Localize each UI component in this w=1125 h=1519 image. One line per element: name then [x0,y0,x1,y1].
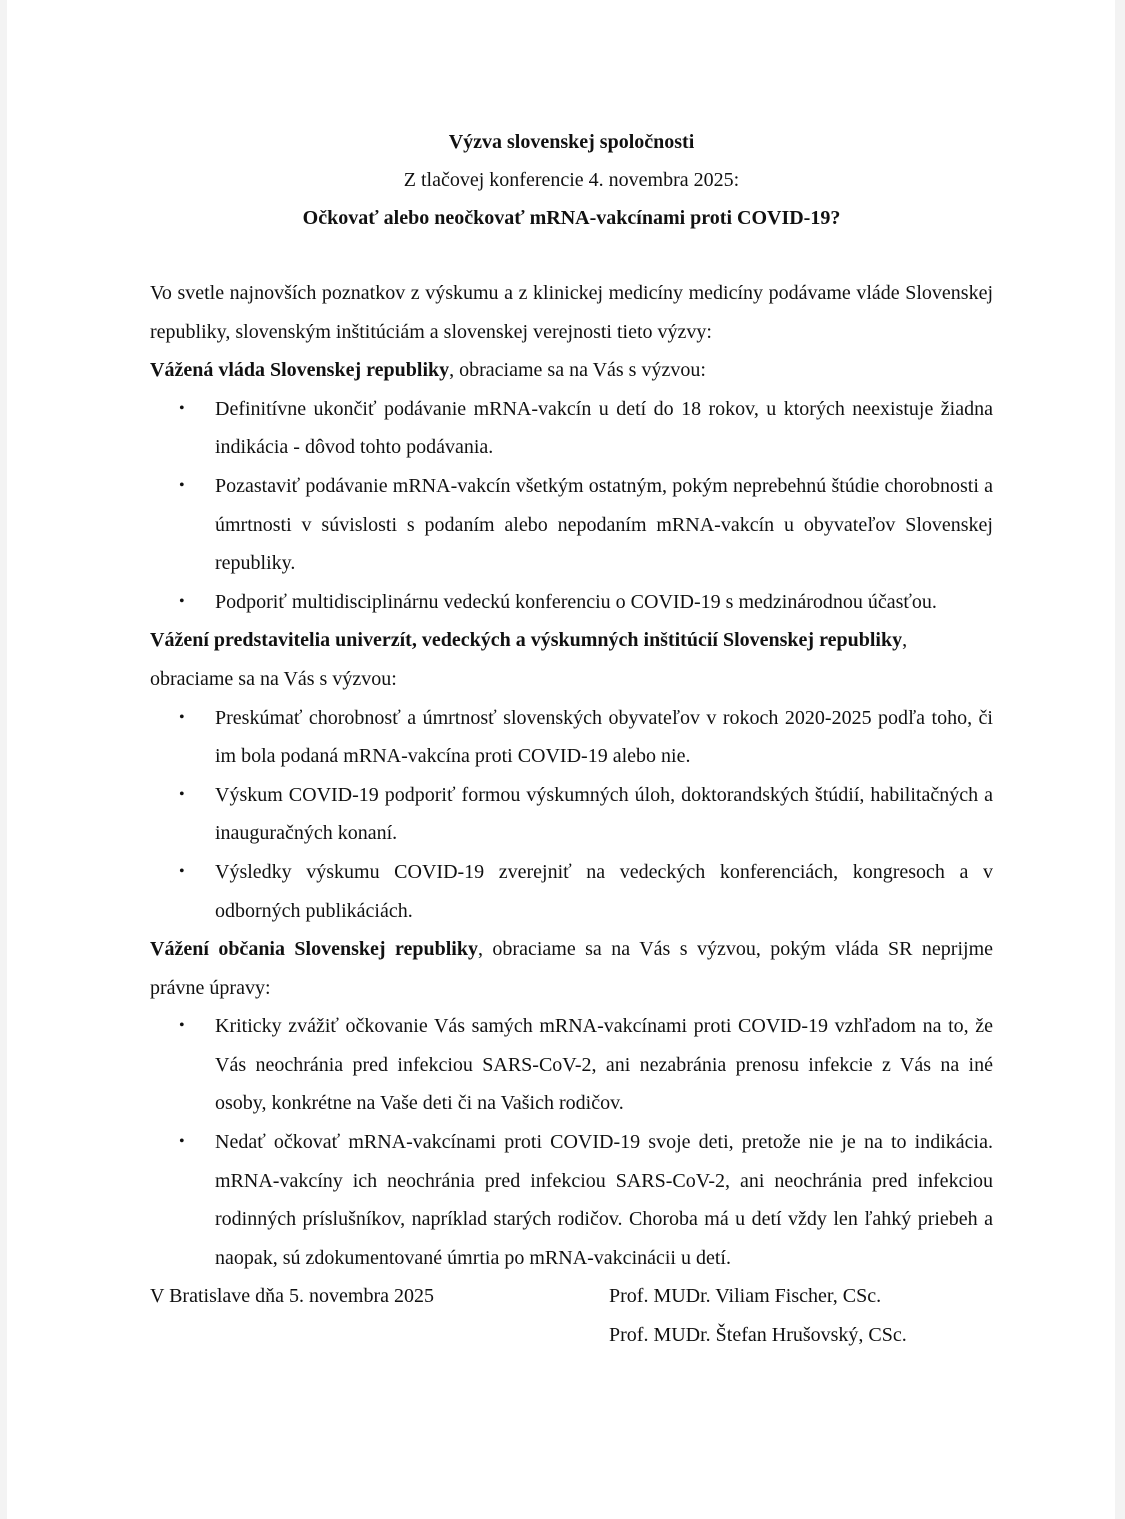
citizens-demands-list [150,1007,993,1277]
place-date: V Bratislave dňa 5. novembra 2025 [150,1285,435,1308]
list-item-text: Nedať očkovať mRNA-vakcínami proti COVID-19 svoje deti, pretože nie je na to indikácia. mRNA-vakcíny ich neochránia pred infekciou SARS-CoV-2, ani neochránia pred infekciou rodinných príslušníkov, napríklad starých rodičov. Choroba má u detí vždy len ľahký priebeh a naopak, sú zdokumentované úmrtia po mRNA-vakcinácii u detí. [215,1131,993,1269]
signatory-name: Prof. MUDr. Štefan Hrušovský, CSc. [609,1324,907,1347]
addressee-citizens-rest: , obraciame sa na Vás s výzvou, pokým vláda SR neprijme právne úpravy: [150,938,993,999]
list-item-text: Pozastaviť podávanie mRNA-vakcín všetkým ostatným, pokým neprebehnú štúdie chorobnosti a úmrtnosti v súvislosti s podaním alebo nepodaním mRNA-vakcín u obyvateľov Slovenskej republiky. [215,474,993,575]
list-item [150,467,993,583]
spacer [150,237,993,274]
list-item-text: Definitívne ukončiť podávanie mRNA-vakcín u detí do 18 rokov, u ktorých neexistuje žiadna indikácia - dôvod tohto podávania. [215,397,993,459]
signatories [609,1277,907,1354]
bullet-icon: • [179,708,185,726]
section-government [150,351,993,390]
list-item-text: Kriticky zvážiť očkovanie Vás samých mRNA-vakcínami proti COVID-19 vzhľadom na to, že Vás neochránia pred infekciou SARS-CoV-2, ani nezabránia prenosu infekcie z Vás na iné osoby, konkrétne na Vaše deti či na Vašich rodičov. [215,1015,993,1115]
bullet-icon: • [179,862,185,880]
list-item [150,583,993,622]
section-citizens [150,930,993,1007]
document-subtitle: Z tlačovej konferencie 4. novembra 2025: [403,169,740,191]
list-item [150,1007,993,1123]
intro-paragraph: Vo svetle najnovších poznatkov z výskumu a z klinickej medicíny medicíny podávame vláde Slovenskej republiky, slovenským inštitúciám a slovenskej verejnosti tieto výzvy: [150,282,993,343]
bullet-icon: • [179,592,185,610]
list-item [150,776,993,853]
bullet-icon: • [179,476,185,494]
list-item-text: Podporiť multidisciplinárnu vedeckú konferenciu o COVID-19 s medzinárodnou účasťou. [215,590,937,613]
addressee-citizens: Vážení občania Slovenskej republiky [150,938,478,961]
document-page [7,0,1115,1519]
bullet-icon: • [179,1133,185,1151]
document-title: Výzva slovenskej spoločnosti [448,131,695,153]
section-institutions [150,621,993,698]
addressee-government-rest: , obraciame sa na Vás s výzvou: [449,359,706,382]
list-item [150,390,993,467]
list-item-text: Preskúmať chorobnosť a úmrtnosť slovenských obyvateľov v rokoch 2020-2025 podľa toho, či im bola podaná mRNA-vakcína proti COVID-19 alebo nie. [215,706,993,768]
government-demands-list [150,390,993,622]
institutions-demands-list [150,699,993,931]
list-item [150,853,993,930]
list-item [150,1123,993,1277]
document-question: Očkovať alebo neočkovať mRNA-vakcínami proti COVID-19? [302,207,841,229]
signature-block [150,1277,993,1354]
signatory-name: Prof. MUDr. Viliam Fischer, CSc. [609,1285,882,1308]
bullet-icon: • [179,1017,185,1035]
bullet-icon: • [179,399,185,417]
bullet-icon: • [179,785,185,803]
addressee-institutions-rest: , obraciame sa na Vás s výzvou: [150,629,908,690]
document-body [150,123,993,1355]
addressee-institutions: Vážení predstavitelia univerzít, vedeckých a výskumných inštitúcií Slovenskej republiky [150,629,903,652]
list-item-text: Výskum COVID-19 podporiť formou výskumných úloh, doktorandských štúdií, habilitačných a inauguračných konaní. [215,783,993,845]
addressee-government: Vážená vláda Slovenskej republiky [150,359,450,382]
list-item [150,699,993,776]
list-item-text: Výsledky výskumu COVID-19 zverejniť na vedeckých konferenciách, kongresoch a v odborných publikáciách. [215,860,993,922]
